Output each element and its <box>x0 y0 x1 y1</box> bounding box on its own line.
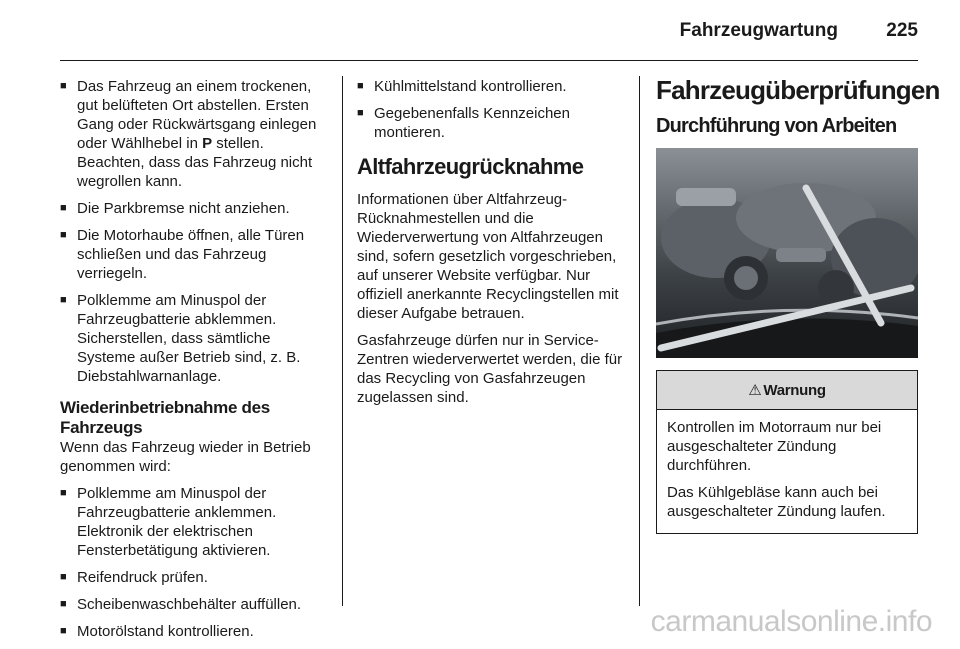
warning-header <box>657 371 917 410</box>
warning-triangle-icon: ⚠ <box>748 381 762 399</box>
list-item: ■ Motorölstand kontrollieren. <box>60 622 328 641</box>
column-3 <box>656 75 940 534</box>
list-item: ■ Scheibenwaschbehälter auffüllen. <box>60 595 328 614</box>
header-divider <box>60 60 918 61</box>
list-item: ■ Reifendruck prüfen. <box>60 568 328 587</box>
section-title: Fahrzeugwartung <box>679 20 838 41</box>
column-1 <box>60 77 328 649</box>
warning-title: Warnung <box>763 381 826 399</box>
list-item: ■ Polklemme am Minuspol der Fahrzeugbatterie abklemmen. Sicherstellen, dass sämtliche Systeme außer Betrieb sind, z. B. Diebstahlwarnanlage. <box>60 291 328 386</box>
column-divider-1 <box>342 76 343 606</box>
heading-vehicle-checks: Fahrzeugüberprüfungen <box>656 75 940 105</box>
page-number: 225 <box>886 20 918 41</box>
engine-bay-illustration <box>656 148 918 358</box>
warning-text: Kontrollen im Motorraum nur bei ausgeschalteter Zündung durchführen. <box>667 419 882 474</box>
warning-text: Das Kühlgebläse kann auch bei ausgeschalteter Zündung laufen. <box>667 484 886 520</box>
watermark: carmanualsonline.info <box>650 605 932 638</box>
list-item: ■ Das Fahrzeug an einem trockenen, gut belüfteten Ort abstellen. Ersten Gang oder Rückwärtsgang einlegen oder Wählhebel in P stellen. Beachten, dass das Fahrzeug nicht wegrollen kann. <box>60 77 328 191</box>
column-2 <box>357 77 627 415</box>
list-item: ■ Kühlmittelstand kontrollieren. <box>357 77 627 96</box>
intro-text: Wenn das Fahrzeug wieder in Betrieb genommen wird: <box>60 439 311 475</box>
page-header <box>0 0 960 62</box>
heading-vehicle-recycling: Altfahrzeugrücknahme <box>357 154 584 179</box>
paragraph: Gasfahrzeuge dürfen nur in Service-Zentren wiederverwertet werden, die für das Recycling von Gasfahrzeugen zugelassen sind. <box>357 332 623 406</box>
subheading-performing-work: Durchführung von Arbeiten <box>656 115 897 137</box>
column-divider-2 <box>639 76 640 606</box>
paragraph: Informationen über Altfahrzeug-Rücknahmestellen und die Wiederverwertung von Altfahrzeugen sind, sofern gesetzlich vorgeschrieben, auf unserer Website verfügbar. Nur offiziell anerkannte Recyclingstellen mit dieser Aufgabe betrauen. <box>357 191 619 322</box>
list-item: ■ Die Parkbremse nicht anziehen. <box>60 199 328 218</box>
heading-recommissioning: Wiederinbetriebnahme des Fahrzeugs <box>60 398 270 437</box>
engine-bay-photo <box>656 148 918 358</box>
warning-body <box>657 410 917 533</box>
warning-box <box>656 370 918 534</box>
list-item: ■ Die Motorhaube öffnen, alle Türen schließen und das Fahrzeug verriegeln. <box>60 226 328 283</box>
list-item: ■ Gegebenenfalls Kennzeichen montieren. <box>357 104 627 142</box>
list-item: ■ Polklemme am Minuspol der Fahrzeugbatterie anklemmen. Elektronik der elektrischen Fensterbetätigung aktivieren. <box>60 484 328 560</box>
